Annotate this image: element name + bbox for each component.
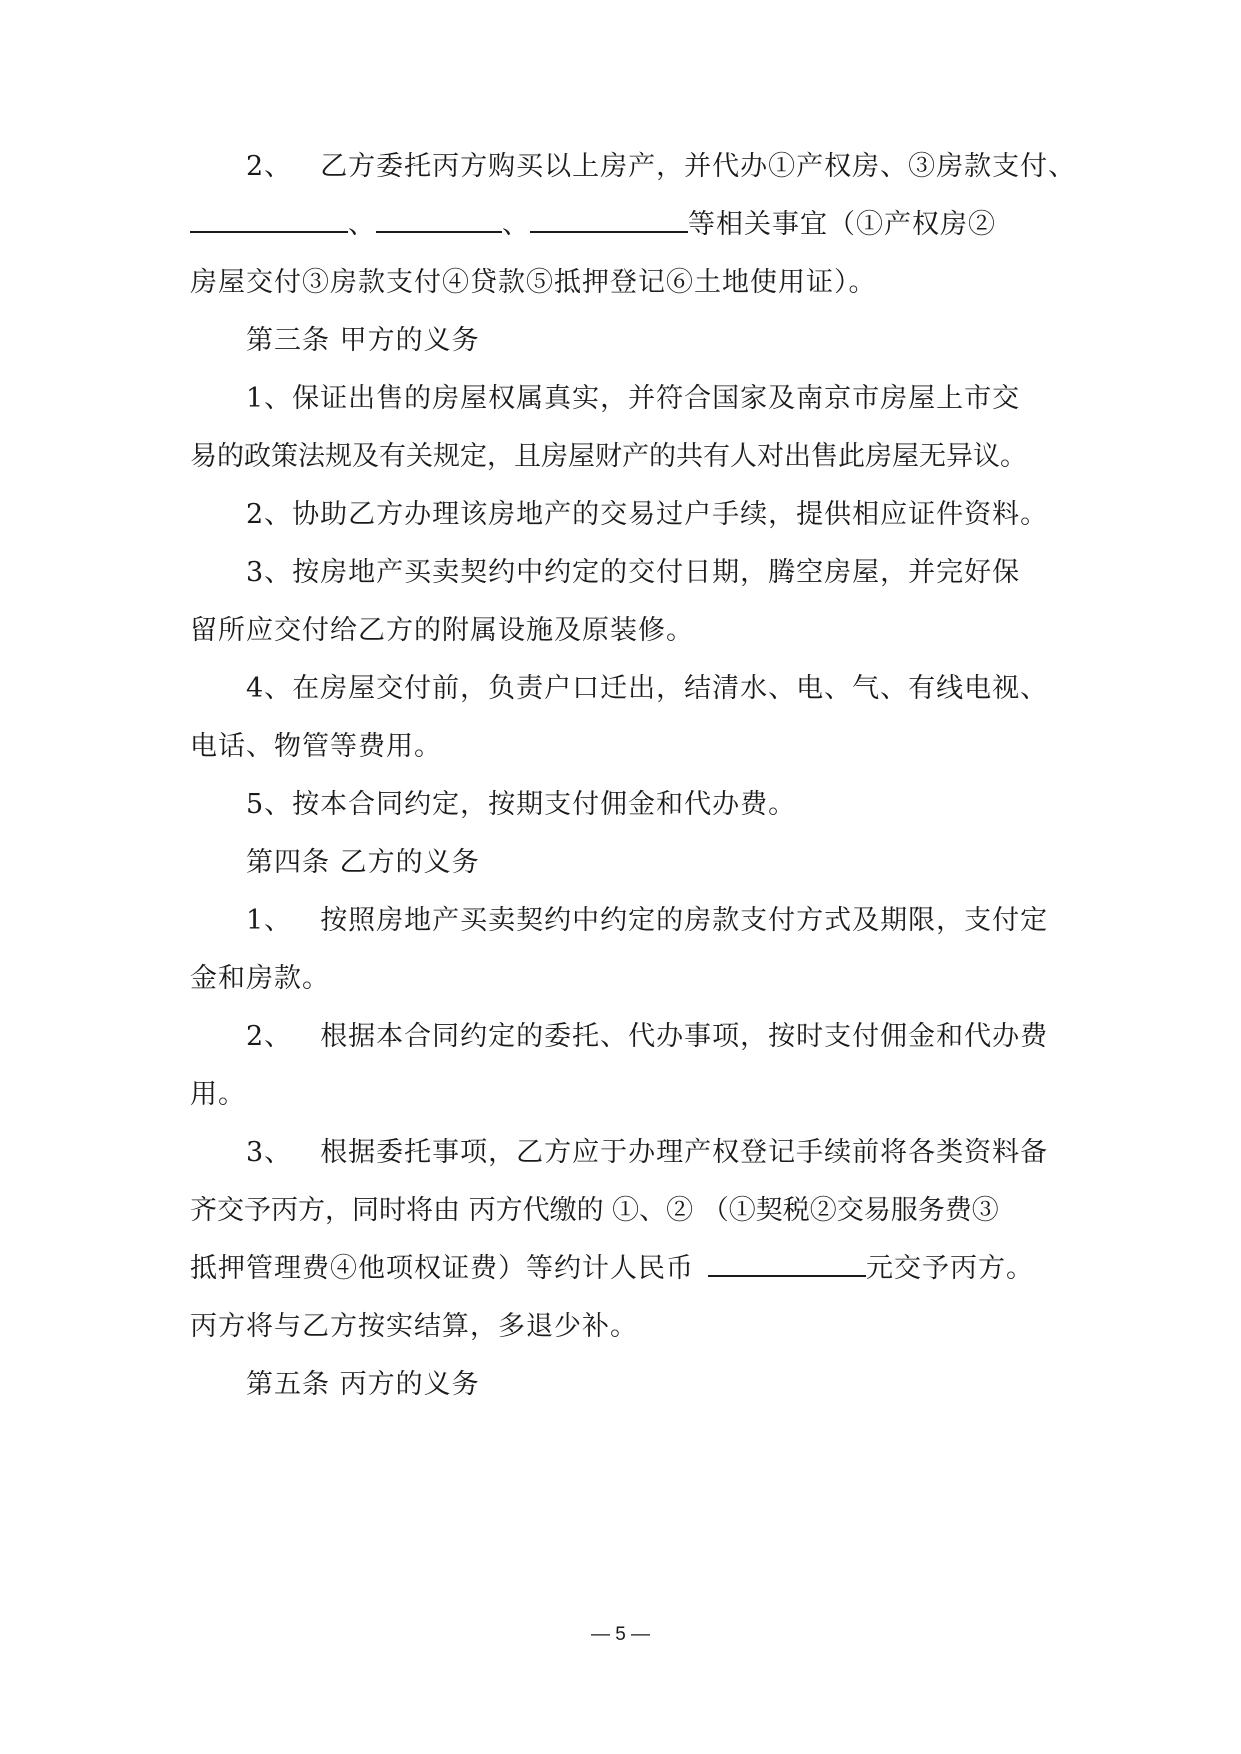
line-text: 元交予丙方。 [866, 1253, 1034, 1284]
paragraph-line [190, 727, 1070, 767]
item-number: 2、 [246, 1021, 293, 1052]
paragraph-line [190, 263, 1070, 303]
paragraph-line [190, 959, 1070, 999]
section-heading [246, 843, 1070, 883]
separator: 、 [502, 209, 530, 240]
line-text: 3、按房地产买卖契约中约定的交付日期，腾空房屋，并完好保 [246, 557, 1021, 588]
paragraph-line [246, 901, 1070, 941]
fill-blank[interactable] [530, 205, 688, 233]
fill-blank[interactable] [190, 205, 348, 233]
line-text: 用。 [190, 1079, 246, 1110]
paragraph-line [190, 1191, 1070, 1231]
paragraph-line [246, 669, 1070, 709]
line-text: 4、在房屋交付前，负责户口迁出，结清水、电、气、有线电视、 [246, 673, 1049, 704]
paragraph-line [246, 1133, 1070, 1173]
paragraph-line [246, 785, 1070, 825]
line-text: 根据本合同约定的委托、代办事项，按时支付佣金和代办费 [320, 1021, 1049, 1052]
line-text: 乙方委托丙方购买以上房产，并代办①产权房、③房款支付、 [320, 151, 1077, 182]
line-text: 等相关事宜（①产权房② [688, 209, 996, 240]
paragraph-line [190, 1249, 1070, 1289]
section-heading [246, 321, 1070, 361]
paragraph-line [246, 1017, 1070, 1057]
line-text: 易的政策法规及有关规定，且房屋财产的共有人对出售此房屋无异议。 [190, 441, 1027, 472]
item-number: 3、 [246, 1137, 293, 1168]
line-text: 丙方将与乙方按实结算，多退少补。 [190, 1311, 638, 1342]
paragraph-line [190, 1075, 1070, 1115]
line-text: 5、按本合同约定，按期支付佣金和代办费。 [246, 789, 797, 820]
item-number: 2、 [246, 151, 293, 182]
item-number: 1、 [246, 905, 293, 936]
section-heading [246, 1365, 1070, 1405]
heading-text: 第五条 丙方的义务 [246, 1369, 480, 1400]
paragraph-line [190, 205, 1070, 245]
separator: 、 [348, 209, 376, 240]
line-text: 1、保证出售的房屋权属真实，并符合国家及南京市房屋上市交 [246, 383, 1021, 414]
paragraph-line [246, 553, 1070, 593]
line-text: 电话、物管等费用。 [190, 731, 442, 762]
paragraph-line [246, 147, 1077, 187]
line-text: 按照房地产买卖契约中约定的房款支付方式及期限，支付定 [320, 905, 1049, 936]
heading-text: 第三条 甲方的义务 [246, 325, 480, 356]
amount-blank[interactable] [708, 1249, 866, 1277]
line-text: 2、协助乙方办理该房地产的交易过户手续，提供相应证件资料。 [246, 499, 1049, 530]
line-text: 留所应交付给乙方的附属设施及原装修。 [190, 615, 694, 646]
heading-text: 第四条 乙方的义务 [246, 847, 480, 878]
fill-blank[interactable] [376, 205, 502, 233]
page-number: — 5 — [590, 1624, 651, 1645]
line-text: 根据委托事项，乙方应于办理产权登记手续前将各类资料备 [320, 1137, 1049, 1168]
paragraph-line [246, 379, 1070, 419]
paragraph-line [246, 495, 1070, 535]
line-text: 齐交予丙方，同时将由 丙方代缴的 ①、② （①契税②交易服务费③ [190, 1195, 999, 1226]
line-text: 抵押管理费④他项权证费）等约计人民币 [190, 1253, 694, 1284]
paragraph-line [190, 611, 1070, 651]
paragraph-line [190, 1307, 1070, 1347]
line-text: 房屋交付③房款支付④贷款⑤抵押登记⑥土地使用证）。 [190, 267, 877, 298]
line-text: 金和房款。 [190, 963, 330, 994]
paragraph-line [190, 437, 1070, 477]
